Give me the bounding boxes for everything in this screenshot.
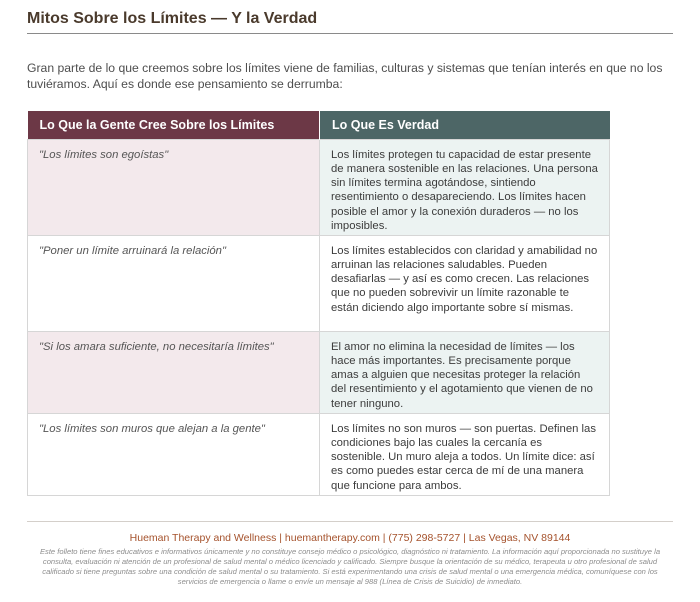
footer-divider xyxy=(27,521,673,522)
table-row xyxy=(28,139,610,235)
myth-cell: "Si los amara suficiente, no necesitaría límites" xyxy=(28,331,320,413)
myth-cell: "Los límites son muros que alejan a la gente" xyxy=(28,413,320,495)
page-title: Mitos Sobre los Límites — Y la Verdad xyxy=(27,10,318,27)
table-header-row xyxy=(28,111,610,139)
header-truth: Lo Que Es Verdad xyxy=(320,111,610,139)
intro-paragraph: Gran parte de lo que creemos sobre los límites viene de familias, culturas y sistemas que tenían interés en que no los tuviéramos. Aquí es donde ese pensamiento se derrumba: xyxy=(27,61,663,91)
myth-cell: "Los límites son egoístas" xyxy=(28,139,320,235)
truth-cell: Los límites protegen tu capacidad de estar presente de manera sostenible en las relaciones. Una persona sin límites termina agotándose, sintiendo resentimiento o desapareciendo. Los límites hacen posible el amor y la conexión duraderos — no los imposibles. xyxy=(320,139,610,235)
table-row xyxy=(28,235,610,331)
footer-contact: Hueman Therapy and Wellness | huemantherapy.com | (775) 298-5727 | Las Vegas, NV 89144 xyxy=(129,532,571,544)
table-row xyxy=(28,331,610,413)
truth-cell: El amor no elimina la necesidad de límites — los hace más importantes. Es precisamente porque amas a alguien que necesitas proteger la relación del resentimiento y el agotamiento que vienen de no tener ninguno. xyxy=(320,331,610,413)
myths-table xyxy=(27,111,610,496)
truth-cell: Los límites no son muros — son puertas. Definen las condiciones bajo las cuales la cercanía es sostenible. Un muro aleja a todos. Un límite dice: así es como puedes estar cerca de mí de una manera que funcione para ambos. xyxy=(320,413,610,495)
table-row xyxy=(28,413,610,495)
truth-cell: Los límites establecidos con claridad y amabilidad no arruinan las relaciones saludables. Pueden desafiarlas — y así es como crecen. Las relaciones que no pueden sobrevivir un límite razonable te están diciendo algo importante sobre sí mismas. xyxy=(320,235,610,331)
header-myth: Lo Que la Gente Cree Sobre los Límites xyxy=(28,111,320,139)
myth-cell: "Poner un límite arruinará la relación" xyxy=(28,235,320,331)
title-divider xyxy=(27,33,673,34)
footer-disclaimer: Este folleto tiene fines educativos e informativos únicamente y no constituye consejo médico o psicológico, diagnóstico ni tratamiento. La información aquí proporcionada no sustituye la consulta, evaluación ni atención de un profesional de salud mental o médico licenciado y calificado. Siempre busque la orientación de su médico, terapeuta u otro profesional de salud calificado si tiene preguntas sobre una condición de salud mental o su tratamiento. Si está experimentando una crisis de salud mental o una emergencia médica, comuníquese con los servicios de emergencia o llame o envíe un mensaje al 988 (Línea de Crisis de Suicidio) de inmediato. xyxy=(39,547,661,586)
